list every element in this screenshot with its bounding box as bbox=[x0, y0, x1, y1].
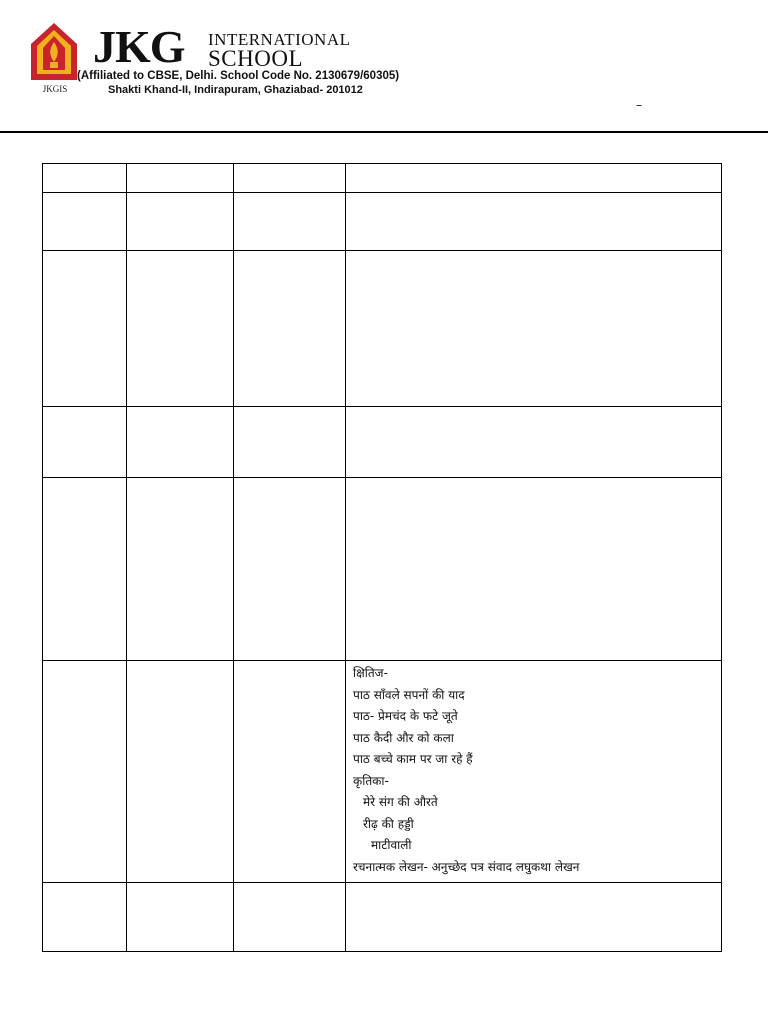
affiliation-text: (Affiliated to CBSE, Delhi. School Code No. 2130679/60305) bbox=[77, 70, 400, 82]
brand-line-school: SCHOOL bbox=[208, 46, 304, 71]
syllabus-table bbox=[42, 163, 722, 952]
table-row bbox=[43, 883, 722, 952]
table-cell bbox=[43, 478, 127, 661]
table-cell bbox=[346, 193, 722, 251]
table-row bbox=[43, 407, 722, 478]
table-cell bbox=[43, 407, 127, 478]
chapter-line: रीढ़ की हड्डी bbox=[363, 816, 414, 831]
table-cell bbox=[234, 164, 346, 193]
chapter-line: पाठ बच्चे काम पर जा रहे हैं bbox=[353, 752, 473, 766]
table-cell bbox=[346, 478, 722, 661]
table-cell bbox=[234, 661, 346, 883]
table-cell bbox=[234, 251, 346, 407]
table-row bbox=[43, 251, 722, 407]
table-cell bbox=[234, 193, 346, 251]
school-logo-emblem bbox=[28, 22, 80, 90]
table-cell bbox=[127, 661, 234, 883]
brand-line-international: INTERNATIONAL bbox=[208, 30, 351, 49]
table-cell bbox=[127, 883, 234, 952]
chapter-line: मेरे संग की औरते bbox=[363, 795, 438, 809]
table-row bbox=[43, 193, 722, 251]
table-cell bbox=[127, 164, 234, 193]
table-cell bbox=[346, 251, 722, 407]
table-cell bbox=[234, 883, 346, 952]
section-heading-kshitij: क्षितिज- bbox=[353, 666, 388, 680]
table-cell bbox=[127, 251, 234, 407]
table-cell bbox=[43, 251, 127, 407]
creative-writing-line: रचनात्मक लेखन- अनुच्छेद पत्र संवाद लघुकथा लेखन bbox=[353, 859, 580, 874]
syllabus-content-cell bbox=[346, 661, 722, 883]
school-header bbox=[0, 0, 768, 135]
table-cell bbox=[127, 407, 234, 478]
chapter-line: पाठ- प्रेमचंद के फटे जूते bbox=[353, 709, 458, 723]
table-cell bbox=[43, 661, 127, 883]
table-cell bbox=[43, 164, 127, 193]
table-row bbox=[43, 164, 722, 193]
address-text: Shakti Khand-II, Indirapuram, Ghaziabad- 201012 bbox=[108, 84, 363, 96]
table-cell bbox=[43, 883, 127, 952]
table-cell bbox=[346, 164, 722, 193]
table-cell bbox=[127, 478, 234, 661]
brand-name: JKG bbox=[93, 21, 185, 72]
table-cell bbox=[127, 193, 234, 251]
table-cell bbox=[43, 193, 127, 251]
section-heading-kritika: कृतिका- bbox=[353, 773, 389, 788]
logo-abbreviation: JKGIS bbox=[42, 84, 68, 94]
chapter-line: पाठ कैदी और को कला bbox=[353, 730, 454, 745]
table-cell bbox=[346, 883, 722, 952]
table-row bbox=[43, 478, 722, 661]
table-row bbox=[43, 661, 722, 883]
header-rule bbox=[0, 131, 768, 133]
header-dash: – bbox=[636, 98, 642, 112]
table-cell bbox=[346, 407, 722, 478]
table-cell bbox=[234, 478, 346, 661]
chapter-line: माटीवाली bbox=[371, 838, 412, 852]
chapter-line: पाठ साँवले सपनों की याद bbox=[353, 687, 465, 702]
table-cell bbox=[234, 407, 346, 478]
